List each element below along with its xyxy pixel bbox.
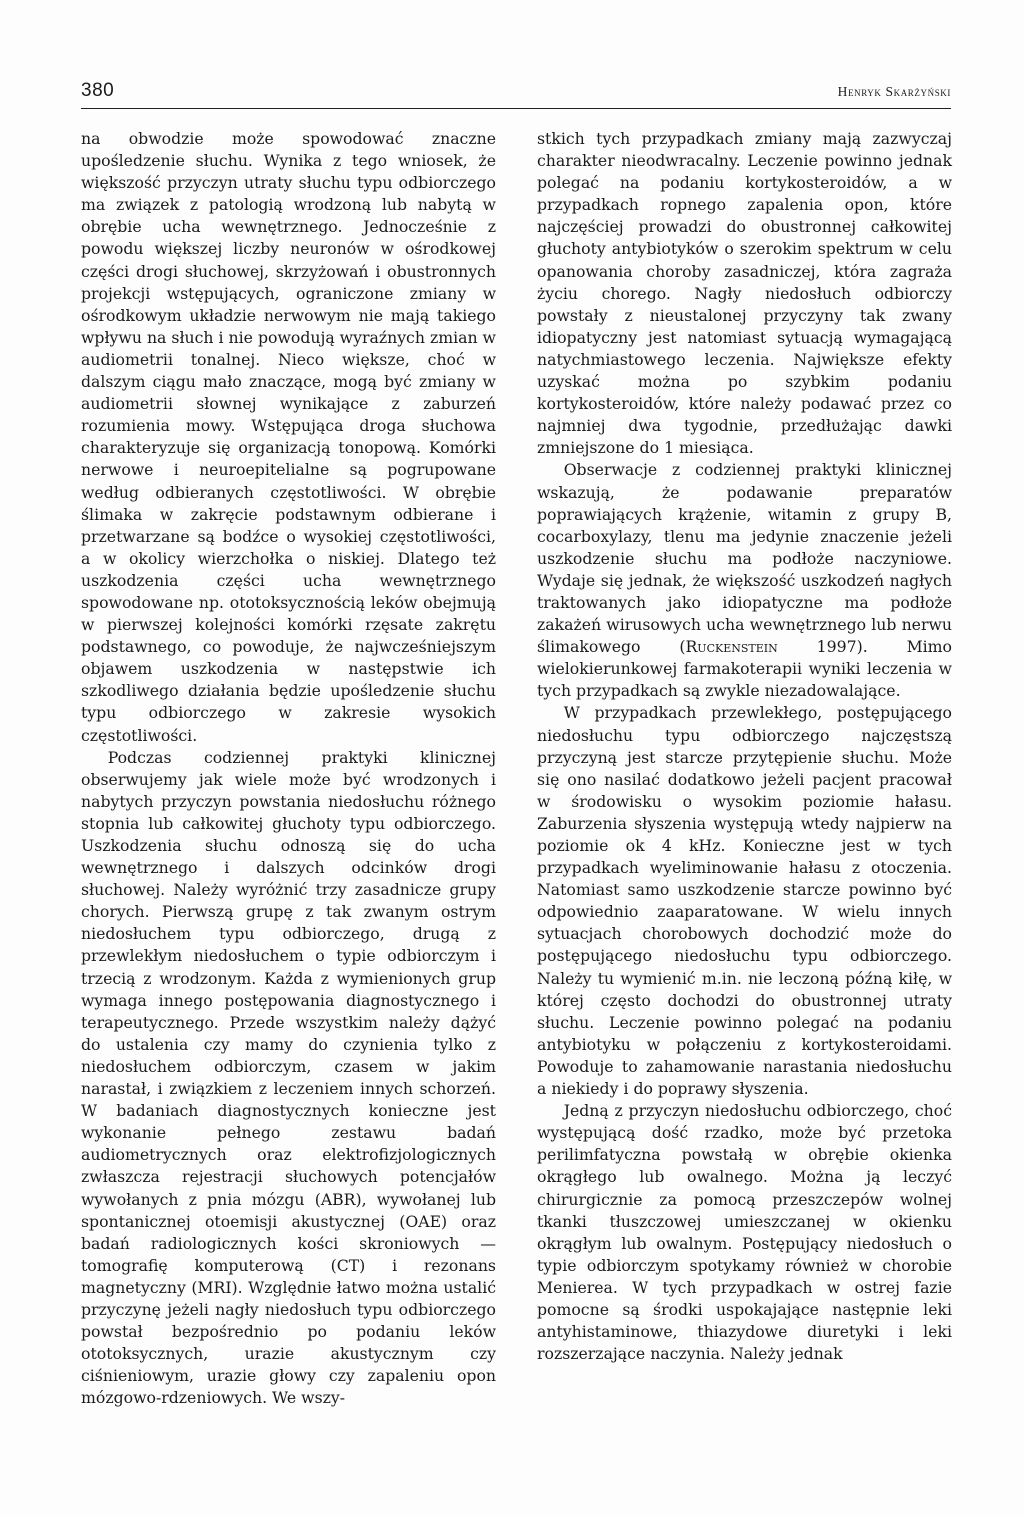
paragraph: na obwodzie może spowodować znaczne upośledzenie słuchu. Wynika z tego wniosek, że większość przyczyn utraty słuchu typu odbiorczego ma związek z patologią wrodzoną lub nabytą w obrębie ucha wewnętrznego. Jednocześnie z powodu większej liczby neuronów w ośrodkowej części drogi słuchowej, skrzyżowań i obustronnych projekcji wstępujących, ograniczone zmiany w ośrodkowym układzie nerwowym nie mają takiego wpływu na słuch i nie powodują wyraźnych zmian w audiometrii tonalnej. Nieco większe, choć w dalszym ciągu mało znaczące, mogą być zmiany w audiometrii słownej wynikające z zaburzeń rozumienia mowy. Wstępująca droga słuchowa charakteryzuje się organizacją tonopową. Komórki nerwowe i neuroepitelialne są pogrupowane według odbieranych częstotliwości. W obrębie ślimaka w zakręcie podstawnym odbierane i przetwarzane są bodźce o wysokiej częstotliwości, a w okolicy wierzchołka o niskiej. Dlatego też uszkodzenia części ucha wewnętrznego spowodowane np. ototoksycznością leków obejmują w pierwszej kolejności komórki rzęsate zakrętu podstawnego, co powoduje, że najwcześniejszym objawem uszkodzenia w następstwie ich szkodliwego działania będzie upośledzenie słuchu typu odbiorczego w zakresie wysokich częstotliwości. (81, 129, 496, 745)
right-column (537, 128, 952, 1365)
paragraph-text: Obserwacje z codziennej praktyki klinicznej wskazują, że podawanie preparatów poprawiających krążenie, witamin z grupy B, cocarboxylazy, tlenu ma jedynie znaczenie jeżeli uszkodzenie słuchu ma podłoże naczyniowe. Wydaje się jednak, że większość uszkodzeń nagłych traktowanych jako idiopatyczne ma podłoże zakażeń wirusowych ucha wewnętrznego lub nerwu ślimakowego ( (537, 460, 952, 657)
citation-author: Ruckenstein (685, 637, 778, 657)
paragraph: stkich tych przypadkach zmiany mają zazwyczaj charakter nieodwracalny. Leczenie powinno jednak polegać na podaniu kortykosteroidów, a w przypadkach ropnego zapalenia opon, które najczęściej prowadzi do obustronnej całkowitej głuchoty antybiotyków o szerokim spektrum w celu opanowania choroby zasadniczej, która zagraża życiu chorego. Nagły niedosłuch odbiorczy powstały z nieustalonej przyczyny tak zwany idiopatyczny jest natomiast sytuacją wymagającą natychmiastowego leczenia. Największe efekty uzyskać można po szybkim podaniu kortykosteroidów, które należy podawać przez co najmniej dwa tygodnie, przedłużając dawki zmniejszone do 1 miesiąca. (537, 129, 952, 458)
paragraph: W przypadkach przewlekłego, postępującego niedosłuchu typu odbiorczego najczęstszą przyczyną jest starcze przytępienie słuchu. Może się ono nasilać dodatkowo jeżeli pacjent pracował w środowisku o wysokim poziomie hałasu. Zaburzenia słyszenia występują wtedy najpierw na poziomie ok 4 kHz. Konieczne jest w tych przypadkach wyeliminowanie hałasu z otoczenia. Natomiast samo uszkodzenie starcze powinno być odpowiednio zaaparatowane. W wielu innych sytuacjach chorobowych dochodzić może do postępującego niedosłuchu typu odbiorczego. Należy tu wymienić m.in. nie leczoną późną kiłę, w której często dochodzi do obustronnej utraty słuchu. Leczenie powinno polegać na podaniu antybiotyku w połączeniu z kortykosteroidami. Powoduje to zahamowanie narastania niedosłuchu a niekiedy i do poprawy słyszenia. (537, 703, 952, 1099)
page-number: 380 (81, 80, 115, 101)
paragraph: Podczas codziennej praktyki klinicznej obserwujemy jak wiele może być wrodzonych i nabytych przyczyn powstania niedosłuchu różnego stopnia lub całkowitej głuchoty typu odbiorczego. Uszkodzenia słuchu odnoszą się do ucha wewnętrznego i dalszych odcinków drogi słuchowej. Należy wyróżnić trzy zasadnicze grupy chorych. Pierwszą grupę z tak zwanym ostrym niedosłuchem typu odbiorczego, drugą z przewlekłym niedosłuchem o typie odbiorczym i trzecią z wrodzonym. Każda z wymienionych grup wymaga innego postępowania diagnostycznego i terapeutycznego. Przede wszystkim należy dążyć do ustalenia czy mamy do czynienia tylko z niedosłuchem odbiorczym, czasem w jakim narastał, i związkiem z leczeniem innych schorzeń. W badaniach diagnostycznych konieczne jest wykonanie pełnego zestawu badań audiometrycznych oraz elektrofizjologicznych zwłaszcza rejestracji słuchowych potencjałów wywołanych z pnia mózgu (ABR), wywołanej lub spontanicznej otoemisji akustycznej (OAE) oraz badań radiologicznych kości skroniowych — tomografię komputerową (CT) i rezonans magnetyczny (MRI). Względnie łatwo można ustalić przyczynę jeżeli nagły niedosłuch typu odbiorczego powstał bezpośrednio po podaniu leków ototoksycznych, urazie akustycznym czy ciśnieniowym, urazie głowy czy zapaleniu opon mózgowo-rdzeniowych. We wszy- (81, 747, 496, 1408)
left-column (81, 128, 496, 1409)
paragraph (537, 459, 952, 702)
paragraph: Jedną z przyczyn niedosłuchu odbiorczego, choć występującą dość rzadko, może być przetoka perilimfatyczna powstałą w obrębie okienka okrągłego lub owalnego. Można ją leczyć chirurgicznie za pomocą przeszczepów wolnej tkanki tłuszczowej umieszczanej w okienku okrągłym lub owalnym. Postępujący niedosłuch o typie odbiorczym spotykamy również w chorobie Menierea. W tych przypadkach w ostrej fazie pomocne są środki uspokajające następnie leki antyhistaminowe, thiazydowe diuretyki i leki rozszerzające naczynia. Należy jednak (537, 1101, 952, 1364)
paragraph-text: 1997). Mimo wielokierunkowej farmakoterapii wyniki leczenia w tych przypadkach są zwykle niezadowalające. (537, 637, 952, 701)
running-head-author: Henryk Skarżyński (837, 84, 951, 99)
page-header (81, 80, 951, 109)
